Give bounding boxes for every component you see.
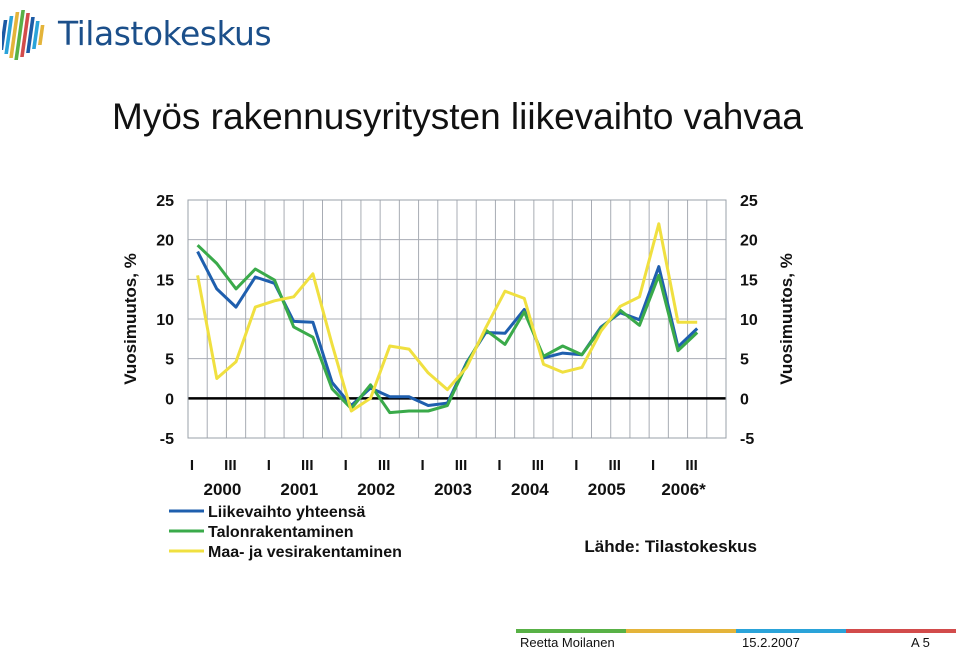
quarter-tick-label: I xyxy=(266,457,271,474)
logo-mark-icon xyxy=(2,4,54,60)
quarter-tick-label: I xyxy=(574,457,579,474)
y-tick-label-right: 15 xyxy=(740,272,758,290)
footer-bar-segment xyxy=(516,629,626,633)
year-label: 2001 xyxy=(280,480,319,499)
legend-label-3: Maa- ja vesirakentaminen xyxy=(208,544,402,561)
y-tick-label-left: 10 xyxy=(156,312,174,329)
y-tick-label-left: -5 xyxy=(159,431,174,448)
y-tick-label-right: 20 xyxy=(740,232,758,250)
year-label: 2006* xyxy=(661,480,706,499)
y-tick-label-right: 5 xyxy=(740,351,749,369)
footer-bar-segment xyxy=(846,629,956,633)
y-tick-label-right: -5 xyxy=(740,431,755,448)
quarter-tick-label: III xyxy=(454,457,468,474)
y-axis-label-left: Vuosimuutos, % xyxy=(121,253,140,385)
y-tick-label-left: 20 xyxy=(156,232,174,250)
quarter-tick-label: III xyxy=(301,457,314,474)
quarter-tick-label: III xyxy=(224,457,237,474)
footer-bar-segment xyxy=(736,629,846,633)
y-tick-label-right: 0 xyxy=(740,391,749,409)
chart-source: Lähde: Tilastokeskus xyxy=(584,537,757,556)
quarter-tick-label: III xyxy=(377,457,391,474)
legend-label-2: Talonrakentaminen xyxy=(208,524,354,541)
y-tick-label-left: 15 xyxy=(156,272,174,290)
footer-color-bar xyxy=(516,629,956,633)
legend-label-1: Liikevaihto yhteensä xyxy=(208,504,366,521)
quarter-tick-label: I xyxy=(189,457,195,474)
quarter-tick-label: I xyxy=(497,457,502,474)
line-chart xyxy=(92,163,818,571)
quarter-tick-label: III xyxy=(608,457,621,474)
footer-author: Reetta Moilanen xyxy=(520,635,615,650)
year-label: 2002 xyxy=(357,480,396,499)
quarter-tick-label: I xyxy=(343,457,348,474)
footer-page-number: A 5 xyxy=(911,635,930,650)
y-tick-label-left: 0 xyxy=(165,391,174,409)
y-tick-label-right: 10 xyxy=(740,312,758,329)
y-tick-label-right: 25 xyxy=(740,193,758,210)
y-tick-label-left: 25 xyxy=(156,193,174,210)
quarter-tick-label: III xyxy=(685,457,698,474)
y-axis-label-right: Vuosimuutos, % xyxy=(777,253,796,385)
slide-title: Myös rakennusyritysten liikevaihto vahvaa xyxy=(112,96,803,137)
quarter-tick-label: I xyxy=(420,457,425,474)
tilastokeskus-logo xyxy=(2,4,272,60)
year-label: 2004 xyxy=(510,480,549,499)
logo-bar xyxy=(38,25,44,45)
logo-wordmark: Tilastokeskus xyxy=(58,14,272,53)
year-label: 2000 xyxy=(203,480,242,499)
quarter-tick-label: III xyxy=(531,457,545,474)
footer-bar-segment xyxy=(626,629,736,633)
footer-date: 15.2.2007 xyxy=(742,635,800,650)
year-label: 2003 xyxy=(434,480,472,499)
year-label: 2005 xyxy=(587,480,626,499)
quarter-tick-label: I xyxy=(651,457,656,474)
chart-panel xyxy=(92,163,818,571)
y-tick-label-left: 5 xyxy=(165,351,174,369)
